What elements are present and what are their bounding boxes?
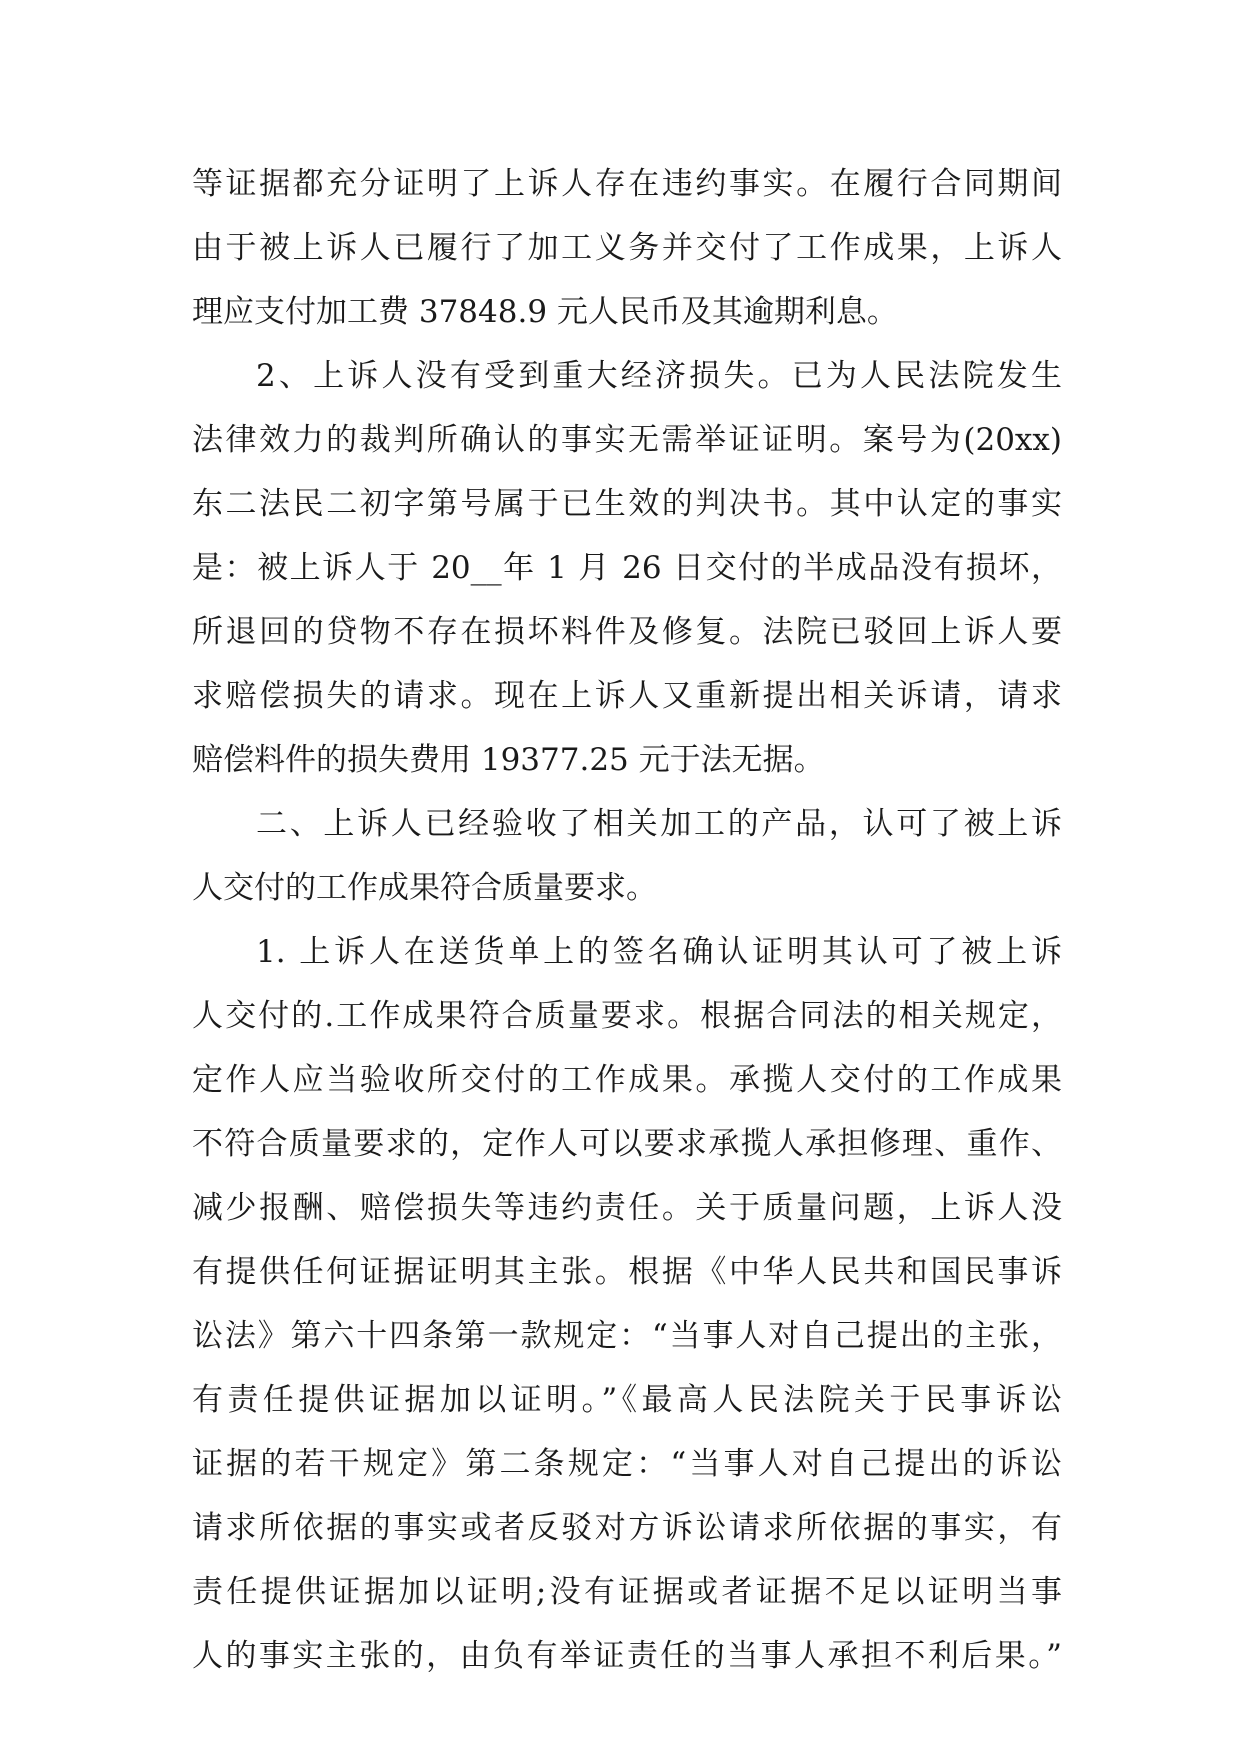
text-line: 有提供任何证据证明其主张。根据《中华人民共和国民事诉: [192, 1254, 1062, 1290]
text-line: 人交付的工作成果符合质量要求。: [192, 870, 657, 906]
text-line: 不符合质量要求的，定作人可以要求承揽人承担修理、重作、: [192, 1126, 1062, 1162]
text-line: 有责任提供证据加以证明。”《最高人民法院关于民事诉讼: [192, 1382, 1062, 1418]
text-line: 赔偿料件的损失费用 19377.25 元于法无据。: [192, 742, 825, 778]
text-line: 所退回的贷物不存在损坏料件及修复。法院已驳回上诉人要: [192, 614, 1062, 650]
text-line: 理应支付加工费 37848.9 元人民币及其逾期利息。: [192, 294, 898, 330]
text-line: 讼法》第六十四条第一款规定：“当事人对自己提出的主张，: [192, 1318, 1062, 1354]
text-line: 定作人应当验收所交付的工作成果。承揽人交付的工作成果: [192, 1062, 1062, 1098]
text-line: 责任提供证据加以证明;没有证据或者证据不足以证明当事: [192, 1574, 1062, 1610]
text-line: 人交付的.工作成果符合质量要求。根据合同法的相关规定，: [192, 998, 1062, 1034]
text-line: 证据的若干规定》第二条规定：“当事人对自己提出的诉讼: [192, 1446, 1062, 1482]
document-body: [192, 152, 1062, 1688]
paragraph-start-line: 1. 上诉人在送货单上的签名确认证明其认可了被上诉: [256, 934, 1062, 970]
text-line: 法律效力的裁判所确认的事实无需举证证明。案号为(20xx): [192, 422, 1062, 458]
text-line: 减少报酬、赔偿损失等违约责任。关于质量问题，上诉人没: [192, 1190, 1062, 1226]
text-line: 是：被上诉人于 20__年 1 月 26 日交付的半成品没有损坏，: [192, 550, 1062, 586]
text-line: 求赔偿损失的请求。现在上诉人又重新提出相关诉请，请求: [192, 678, 1062, 714]
text-line: 东二法民二初字第号属于已生效的判决书。其中认定的事实: [192, 486, 1062, 522]
text-line: 由于被上诉人已履行了加工义务并交付了工作成果，上诉人: [192, 230, 1062, 266]
text-line: 等证据都充分证明了上诉人存在违约事实。在履行合同期间: [192, 166, 1062, 202]
text-line: 请求所依据的事实或者反驳对方诉讼请求所依据的事实，有: [192, 1510, 1062, 1546]
text-line: 人的事实主张的，由负有举证责任的当事人承担不利后果。”: [192, 1638, 1062, 1674]
paragraph-start-line: 二、上诉人已经验收了相关加工的产品，认可了被上诉: [256, 806, 1062, 842]
paragraph-start-line: 2、上诉人没有受到重大经济损失。已为人民法院发生: [256, 358, 1062, 394]
